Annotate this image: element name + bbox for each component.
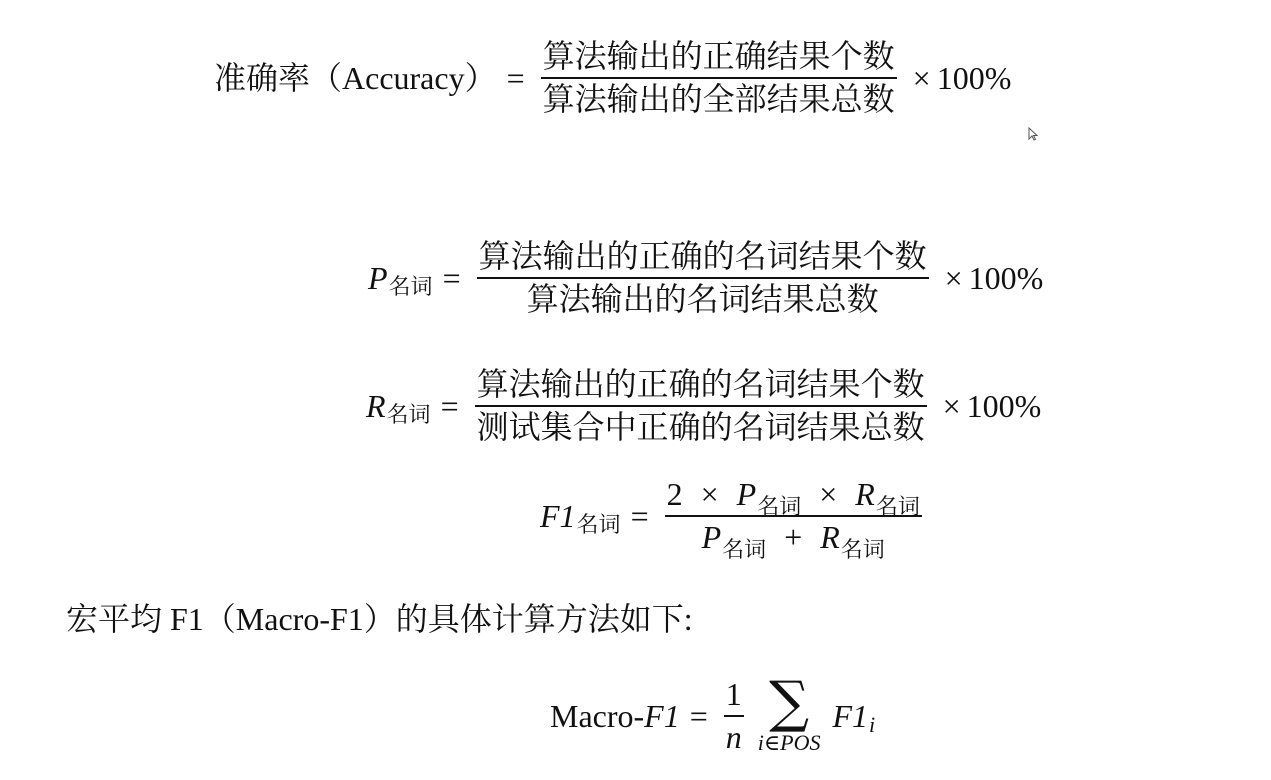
recall-percent: 100% <box>966 387 1042 424</box>
accuracy-formula <box>214 38 1011 118</box>
macro-f1-formula <box>550 669 876 756</box>
macro-term-var: F1 <box>832 697 869 734</box>
f1-den-r-sub: 名词 <box>840 536 885 562</box>
sum-subscript: i∈POS <box>757 729 821 755</box>
recall-var: R <box>366 387 386 424</box>
precision-percent: 100% <box>968 259 1044 296</box>
f1-num-p: P <box>736 476 757 512</box>
f1-var: F1 <box>540 497 576 534</box>
f1-num-times2: × <box>819 476 838 512</box>
precision-numerator: 算法输出的正确的名词结果个数 <box>478 238 927 274</box>
f1-numerator <box>665 476 922 519</box>
f1-den-r: R <box>820 518 840 555</box>
fraction-bar <box>724 715 744 717</box>
recall-numerator: 算法输出的正确的名词结果个数 <box>476 366 925 402</box>
precision-denominator: 算法输出的名词结果总数 <box>526 280 879 317</box>
macro-frac-den: n <box>725 718 742 755</box>
f1-sub: 名词 <box>576 511 621 537</box>
macro-lhs-var: F1 <box>644 697 680 734</box>
f1-fraction <box>665 476 922 562</box>
accuracy-numerator: 算法输出的正确结果个数 <box>542 38 895 74</box>
fraction-bar <box>541 77 897 79</box>
recall-sub: 名词 <box>386 401 431 427</box>
f1-den-p-sub: 名词 <box>722 536 767 562</box>
f1-den-p: P <box>701 518 722 555</box>
macro-text: 宏平均 F1（Macro-F1）的具体计算方法如下: <box>66 601 693 637</box>
recall-fraction <box>475 366 927 446</box>
accuracy-fraction <box>541 38 897 118</box>
accuracy-denominator: 算法输出的全部结果总数 <box>542 80 895 117</box>
macro-fraction <box>724 676 744 756</box>
f1-num-p-sub: 名词 <box>757 494 802 519</box>
precision-equals: = <box>442 259 461 296</box>
f1-equals: = <box>630 497 649 534</box>
fraction-bar <box>477 277 929 279</box>
recall-times: × <box>942 387 961 424</box>
f1-num-times1: × <box>700 476 719 512</box>
recall-denominator: 测试集合中正确的名词结果总数 <box>476 408 925 445</box>
summation <box>757 669 821 755</box>
accuracy-percent: 100% <box>936 59 1012 96</box>
f1-denominator <box>700 518 887 562</box>
precision-fraction <box>477 238 929 318</box>
macro-equals: = <box>689 697 708 734</box>
recall-formula <box>366 366 1041 446</box>
f1-formula <box>540 476 928 562</box>
mouse-pointer-icon <box>1028 127 1038 141</box>
precision-sub: 名词 <box>388 273 433 299</box>
accuracy-equals: = <box>506 59 525 96</box>
macro-term-sub: i <box>869 711 876 737</box>
recall-equals: = <box>440 387 459 424</box>
f1-num-r-sub: 名词 <box>875 494 920 519</box>
f1-num-two: 2 <box>666 476 683 512</box>
macro-paragraph <box>66 603 693 635</box>
macro-frac-num: 1 <box>725 676 742 712</box>
accuracy-lhs: 准确率（Accuracy） <box>214 59 497 96</box>
precision-times: × <box>944 259 963 296</box>
precision-formula <box>368 238 1043 318</box>
precision-var: P <box>368 259 388 296</box>
macro-lhs-prefix: Macro- <box>550 697 645 734</box>
f1-num-r: R <box>855 476 875 512</box>
f1-den-plus: + <box>784 518 803 555</box>
sum-symbol: ∑ <box>769 669 810 735</box>
accuracy-times: × <box>912 59 931 96</box>
fraction-bar <box>475 405 927 407</box>
